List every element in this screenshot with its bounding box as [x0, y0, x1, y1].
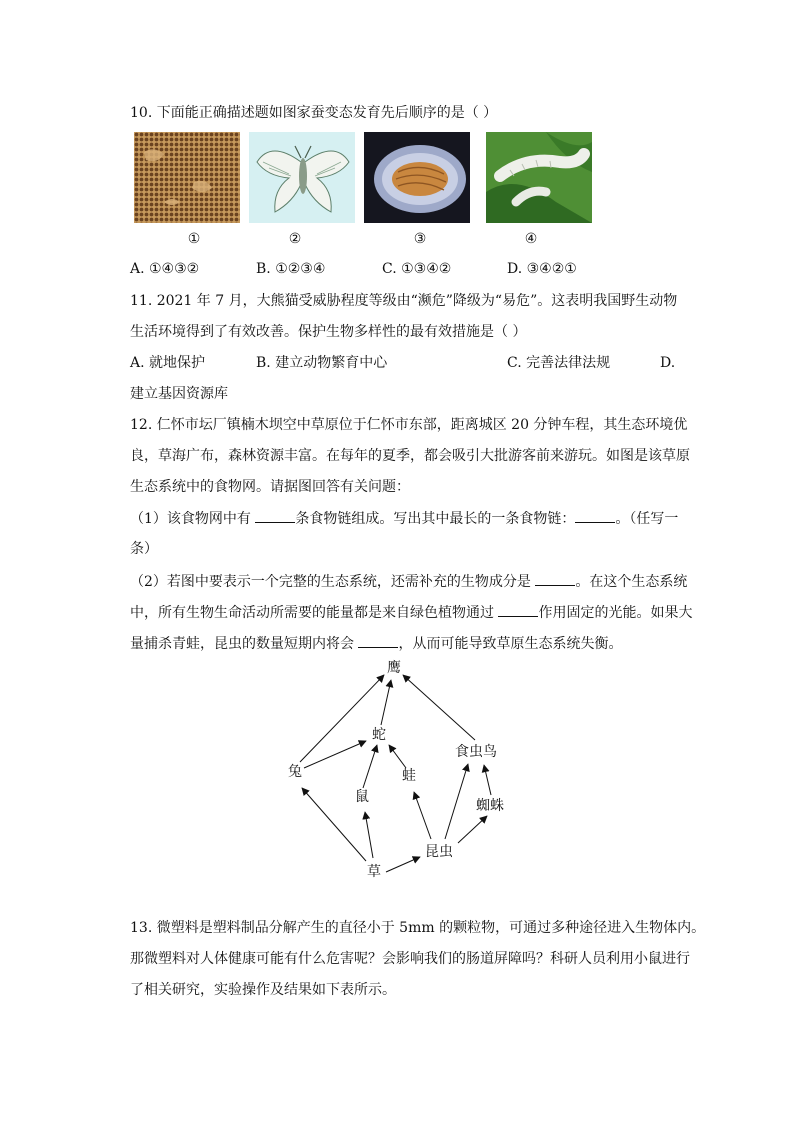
q11-option-a: A. 就地保护 [130, 355, 206, 371]
image-label-1: ① [187, 231, 201, 247]
q13-line-2: 那微塑料对人体健康可能有什么危害呢？会影响我们的肠道屏障吗？科研人员利用小鼠进行 [130, 951, 690, 967]
q12-part2-text-e: 量捕杀青蛙，昆虫的数量短期内将会 [130, 636, 354, 652]
node-eagle: 鹰 [387, 660, 401, 676]
node-insectivorous-bird: 食虫鸟 [455, 744, 497, 760]
q12-part1-text-c: 。（任写一 [615, 511, 679, 527]
food-web-nodes [288, 660, 504, 880]
node-rabbit: 兔 [288, 764, 302, 780]
q12-line-1: 12. 仁怀市坛厂镇楠木坝空中草原位于仁怀市东部，距离城区 20 分钟车程，其生态环境优 [130, 417, 688, 433]
node-insect: 昆虫 [425, 844, 453, 860]
q11-line-1: 11. 2021 年 7 月，大熊猫受威胁程度等级由“濒危”降级为“易危”。这表明我国野生动物 [130, 293, 678, 309]
q13-line-1: 13. 微塑料是塑料制品分解产生的直径小于 5mm 的颗粒物，可通过多种途径进入生物体内。 [130, 920, 706, 936]
node-grass: 草 [367, 864, 381, 880]
q12-part2-text-a: （2）若图中要表示一个完整的生态系统，还需补充的生物成分是 [130, 574, 531, 590]
q11-line-2: 生活环境得到了有效改善。保护生物多样性的最有效措施是（ ） [130, 324, 527, 340]
q12-part2-text-b: 。在这个生态系统 [575, 574, 688, 590]
q11-option-c: C. 完善法律法规 [507, 355, 611, 371]
arrow-insect-spider [458, 816, 487, 843]
q10-option-c: C. ①③④② [382, 261, 452, 277]
arrow-snake-eagle [381, 680, 391, 725]
arrow-spider-bird [484, 765, 491, 795]
q12-part1-text-b: 条食物链组成。写出其中最长的一条食物链： [295, 511, 576, 527]
node-mouse: 鼠 [355, 789, 369, 805]
q11-option-d-text: 建立基因资源库 [130, 386, 228, 402]
node-spider: 蜘蛛 [476, 798, 504, 814]
arrow-rabbit-snake [304, 741, 366, 768]
image-label-4: ④ [524, 231, 538, 247]
q11-option-d: D. [660, 355, 676, 371]
arrow-frog-snake [389, 745, 406, 768]
q10-stem: 10. 下面能正确描述题如图家蚕变态发育先后顺序的是（ ） [130, 105, 498, 121]
q11-option-b: B. 建立动物繁育中心 [256, 355, 388, 371]
q10-option-b: B. ①②③④ [256, 261, 326, 277]
arrow-bird-eagle [403, 675, 475, 740]
q12-part1-cont: 条） [130, 541, 158, 557]
arrow-insect-bird [445, 764, 468, 839]
q12-part2-text-f: ，从而可能导致草原生态系统失衡。 [398, 636, 623, 652]
node-snake: 蛇 [372, 727, 386, 743]
arrow-rabbit-eagle [300, 675, 384, 762]
q12-line-2: 良，草海广布，森林资源丰富。在每年的夏季，都会吸引大批游客前来游玩。如图是该草原 [130, 448, 690, 464]
q12-part2-text-c: 中，所有生物生命活动所需要的能量都是来自绿色植物通过 [130, 605, 494, 621]
food-web-arrows [300, 675, 491, 872]
node-frog: 蛙 [402, 768, 416, 784]
q10-option-a: A. ①④③② [130, 261, 200, 277]
q10-option-d: D. ③④②① [507, 261, 577, 277]
q12-part2-text-d: 作用固定的光能。如果大 [538, 605, 693, 621]
arrow-grass-mouse [365, 812, 373, 858]
q13-line-3: 了相关研究，实验操作及结果如下表所示。 [130, 982, 396, 998]
image-label-3: ③ [413, 231, 427, 247]
arrow-mouse-snake [363, 745, 377, 788]
arrow-grass-insect [386, 857, 420, 872]
q12-part1-text-a: （1）该食物网中有 [130, 511, 251, 527]
image-label-2: ② [288, 231, 302, 247]
q12-line-3: 生态系统中的食物网。请据图回答有关问题： [130, 479, 410, 495]
arrow-insect-frog [414, 792, 431, 839]
